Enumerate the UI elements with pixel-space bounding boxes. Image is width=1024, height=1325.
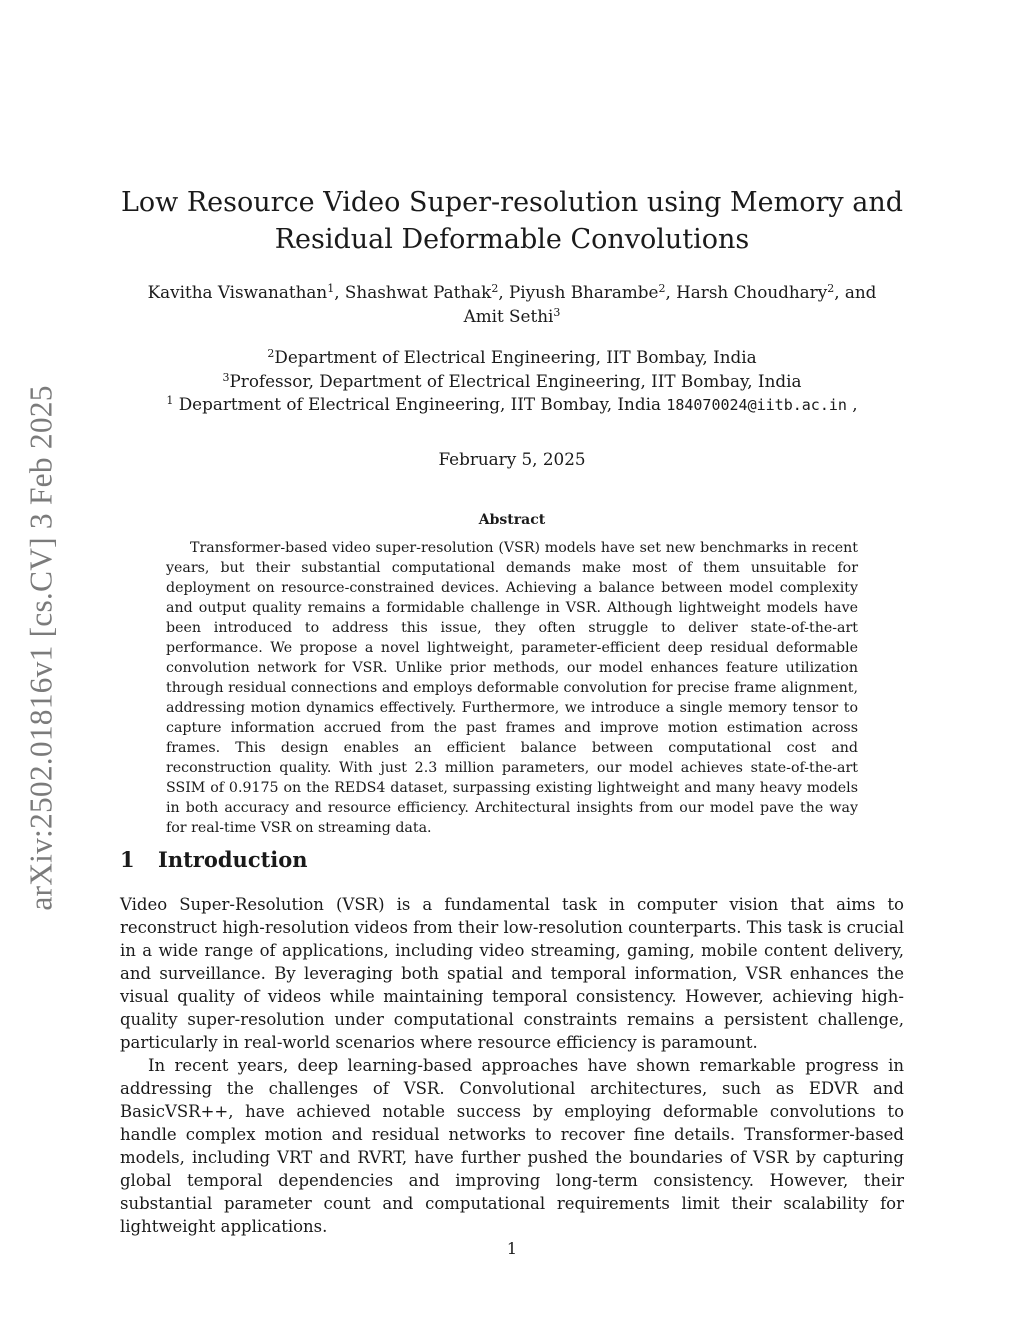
section-heading [120, 847, 904, 872]
section-title: Introduction [158, 847, 308, 872]
author-email: 184070024@iitb.ac.in [666, 396, 847, 414]
abstract-text: Transformer-based video super-resolution (VSR) models have set new benchmarks in recent years, but their substantial computational demands make most of them unsuitable for deployment on resource-constrained devices. Achieving a balance between model complexity and output quality remains a formidable challenge in VSR. Although lightweight models have been introduced to address this issue, they often struggle to deliver state-of-the-art performance. We propose a novel lightweight, parameter-efficient deep residual deformable convolution network for VSR. Unlike prior methods, our model enhances feature utilization through residual connections and employs deformable convolution for precise frame alignment, addressing motion dynamics effectively. Furthermore, we introduce a single memory tensor to capture information accrued from the past frames and improve motion estimation across frames. This design enables an efficient balance between computational cost and reconstruction quality. With just 2.3 million parameters, our model achieves state-of-the-art SSIM of 0.9175 on the REDS4 dataset, surpassing existing lightweight and many heavy models in both accuracy and resource efficiency. Architectural insights from our model pave the way for real-time VSR on streaming data. [166, 540, 858, 836]
affiliation-line: $^3$Professor, Department of Electrical Engineering, IIT Bombay, India [222, 370, 802, 391]
author: Piyush Bharambe$^2$, [509, 282, 677, 302]
author: Amit Sethi$^3$ [463, 306, 561, 326]
paper-title: Low Resource Video Super-resolution using Memory and Residual Deformable Convolutions [120, 187, 904, 255]
arxiv-identifier: arXiv:2502.01816v1 [cs.CV] 3 Feb 2025 [24, 384, 60, 911]
abstract-heading: Abstract [478, 512, 546, 528]
author: Kavitha Viswanathan$^1$, [147, 282, 345, 302]
affiliation-line: $^1$ Department of Electrical Engineering, IIT Bombay, India 184070024@iitb.ac.in , [166, 394, 858, 414]
section-number: 1 [120, 847, 135, 872]
paragraph: In recent years, deep learning-based approaches have shown remarkable progress in addressing the challenges of VSR. Convolutional architectures, such as EDVR and BasicVSR++, have achieved notable success by employing deformable convolutions to handle complex motion and residual networks to recover fine details. Transformer-based models, including VRT and RVRT, have further pushed the boundaries of VSR by capturing global temporal dependencies and improving long-term consistency. However, their substantial parameter count and computational requirements limit their scalability for lightweight applications. [120, 1056, 904, 1236]
page-number: 1 [506, 1239, 518, 1258]
author: Shashwat Pathak$^2$, [344, 282, 510, 302]
body-text [120, 893, 904, 1238]
affiliation-line: $^2$Department of Electrical Engineering, IIT Bombay, India [267, 347, 757, 367]
affiliations [100, 346, 924, 418]
author-list [100, 280, 924, 328]
arxiv-watermark [18, 365, 66, 930]
author: Harsh Choudhary$^2$, and [676, 282, 877, 302]
publication-date: February 5, 2025 [438, 449, 586, 469]
paragraph: Video Super-Resolution (VSR) is a fundamental task in computer vision that aims to reconstruct high-resolution videos from their low-resolution counterparts. This task is crucial in a wide range of applications, including video streaming, gaming, mobile content delivery, and surveillance. By leveraging both spatial and temporal information, VSR enhances the visual quality of videos while maintaining temporal consistency. However, achieving high-quality super-resolution under computational constraints remains a persistent challenge, particularly in real-world scenarios where resource efficiency is paramount. [120, 895, 904, 1052]
